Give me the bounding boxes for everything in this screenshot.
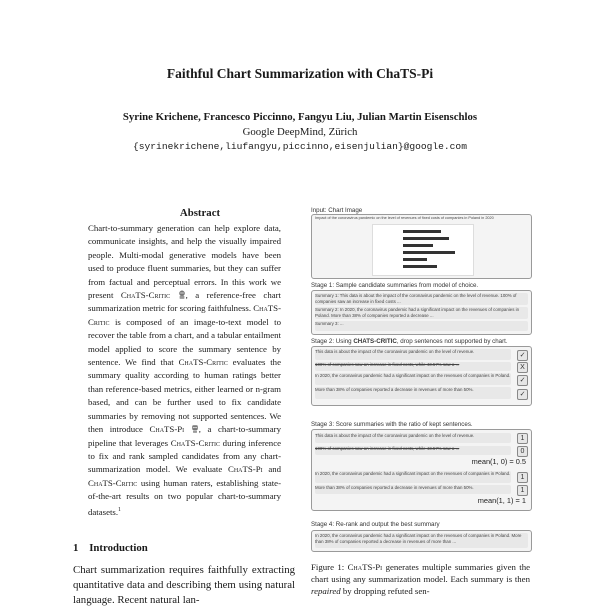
input-label: Input: Chart Image [311,207,363,214]
author-emails: {syrinekrichene,liufangyu,piccinno,eisenjulian}@google.com [133,141,467,152]
best-summary: In 2020, the coronavirus pandemic had a significant impact on the revenues of companies in Poland. More than 38% of companies reported a decrease in revenues of more than ... [315,533,528,548]
sentence-score: 0 [517,446,528,457]
abstract-body [88,222,281,519]
stage4-panel [311,530,532,552]
stage4-label: Stage 4: Re-rank and output the best summary [311,521,440,528]
abstract-text-5: , a chart-to-summary pipeline that leverages [88,424,281,448]
paper-title: Faithful Chart Summarization with ChaTS-Pi [166,66,434,81]
check-icon: ✓ [517,389,528,400]
critic-name-2: ChaTS-Critic [88,303,281,327]
sentence-row: More than 38% of companies reported a decrease in revenues of more than 50%. [315,387,511,399]
scored-sentence: In 2020, the coronavirus pandemic had a significant impact on the revenues of companies in Poland. [315,471,511,483]
chart-thumbnail [372,224,474,276]
check-icon: ✓ [517,350,528,361]
introduction-body: Chart summarization requires faithfully extracting quantitative data and describing them using natural language. Recent natural lan- [73,564,295,606]
pi-name: ChaTS-Pi [149,424,185,435]
abstract-text-8: using human raters, establishing state-of-the-art results on two popular chart-to-summary datasets. [88,477,281,517]
chart-bar [403,265,437,268]
stage2-label-c: , drop sentences not supported by chart. [396,338,508,345]
stage2-label-a: Stage 2: Using [311,338,354,345]
summary-1-score: mean(1, 0) = 0.5 [471,457,526,466]
chart-caption: Impact of the coronavirus pandemic on the level of revenues of fixed costs of companies in Poland in 2020 [315,216,494,220]
summary-2-score: mean(1, 1) = 1 [477,496,526,505]
stage1-label: Stage 1: Sample candidate summaries from model of choice. [311,282,479,289]
caption-tail: by dropping refuted sen- [342,585,430,596]
candidate-summary-2: Summary 2: In 2020, the coronavirus pandemic had a significant impact on the revenues of companies in Poland. More than 38% of companies reported a decrease ... [315,307,528,319]
sentence-score: 1 [517,485,528,496]
abstract-heading: Abstract [179,207,221,219]
abstract-text-1: Chart-to-summary generation can help explore data, communicate insights, and help the visually impaired people. Multi-modal generative models have been used to produce fluent summaries, but they can suffer from factual and perceptual errors. In this work we present [88,223,281,301]
critic-name-5: ChaTS-Critic [88,477,138,488]
section-heading-introduction [73,542,148,554]
robot-face-icon [191,424,199,433]
sentence-row-refuted: 100% of companies saw an increase in fixed costs, while 43.57% saw a ... [315,362,511,371]
stage2-panel [311,346,532,406]
input-chart-panel [311,214,532,279]
abstract-text-7: and [268,464,282,475]
scored-sentence: More than 38% of companies reported a decrease in revenues of more than 50%. [315,485,511,494]
critic-name-4: ChaTS-Critic [170,437,220,448]
candidate-summary-3: Summary 3: ... [315,321,528,331]
pi-name-2: ChaTS-Pi [227,464,263,475]
caption-repaired: repaired [311,585,341,596]
sentence-score: 1 [517,472,528,483]
figure-caption [311,562,530,597]
critic-name: ChaTS-Critic [120,290,171,301]
chart-bar [403,251,455,254]
check-icon: ✓ [517,375,528,386]
abstract-text-3: is composed of an image-to-text model to recover the table from a chart, and a tabular entailment model applied to score the summary sentence by sentence. We find that [88,316,281,368]
sentence-row: In 2020, the coronavirus pandemic had a significant impact on the revenues of companies in Poland. [315,373,511,385]
chart-bar [403,244,433,247]
candidate-summary-1: Summary 1: This data is about the impact of the coronavirus pandemic on the level of revenue. 100% of companies saw an increase in fixed costs ... [315,293,528,305]
stage2-label-b: CHATS-CRITIC [353,338,397,345]
caption-text: generates multiple summaries given the chart using any summarization model. Each summary is then [311,562,530,584]
caption-lead: Figure 1: [311,562,345,572]
scored-sentence-refuted: 100% of companies saw an increase in fixed costs, while 43.57% saw a ... [315,446,511,455]
critic-name-3: ChaTS-Critic [178,357,228,368]
cross-icon: X [517,362,528,373]
section-title: Introduction [89,542,148,554]
stage2-label [311,338,508,345]
section-number: 1 [73,542,79,554]
stage3-label: Stage 3: Score summaries with the ratio of kept sentences. [311,421,473,428]
author-list: Syrine Krichene, Francesco Piccinno, Fangyu Liu, Julian Martin Eisenschlos [122,111,478,123]
stage3-panel [311,429,532,511]
sentence-row: This data is about the impact of the coronavirus pandemic on the level of revenue. [315,349,511,360]
chart-bar [403,258,427,261]
scored-sentence: This data is about the impact of the coronavirus pandemic on the level of revenue. [315,433,511,443]
critic-icon [178,290,186,299]
sentence-score: 1 [517,433,528,444]
abstract-text-2: , a reference-free chart summarization metric for scoring faithfulness. [88,290,281,314]
abstract-text-6: during inference to fix and rank sampled candidates from any chart-summarization model. We evaluate [88,437,282,475]
caption-pi-name: ChaTS-Pi [347,562,383,572]
footnote-mark[interactable]: 1 [118,506,122,513]
abstract-text-4: evaluates the summary quality according to human ratings better than reference-based metrics, either learned or n-gram based, and can be further used to fix candidate summaries by removing not supported sentences. We then introduce [88,357,281,435]
chart-bar [403,230,441,233]
stage1-panel [311,290,532,335]
chart-bar [403,237,449,240]
affiliation: Google DeepMind, Zürich [242,126,358,138]
